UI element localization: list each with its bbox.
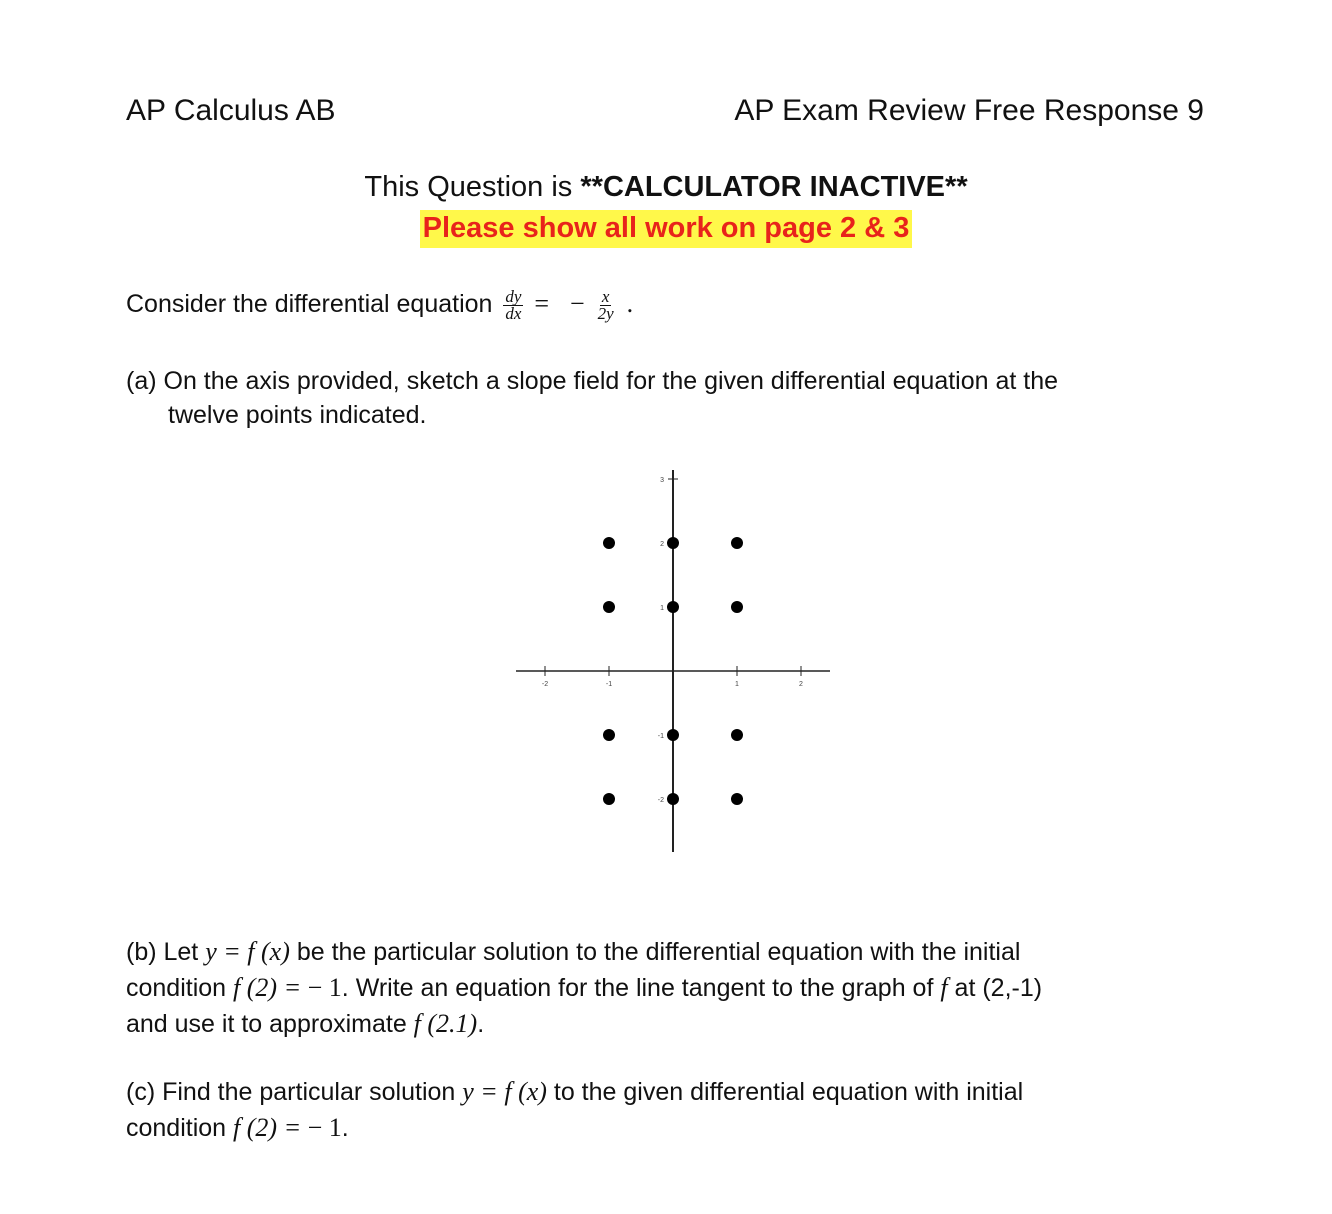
y-tick-label: 3 bbox=[660, 477, 664, 484]
slope-field-point bbox=[731, 601, 743, 613]
slope-field-point bbox=[603, 729, 615, 741]
part-b-line2 bbox=[126, 970, 1226, 1006]
part-b-f: f bbox=[940, 973, 948, 1002]
slope-field-point bbox=[667, 793, 679, 805]
y-tick-label: 2 bbox=[660, 541, 664, 548]
highlighted-instruction: Please show all work on page 2 & 3 bbox=[420, 210, 913, 248]
part-b-question bbox=[126, 934, 1226, 1042]
part-c-question bbox=[126, 1074, 1226, 1146]
part-b-condition: f (2) = bbox=[233, 973, 308, 1002]
slope-field-point bbox=[667, 601, 679, 613]
slope-field-point bbox=[667, 729, 679, 741]
slope-field-axes bbox=[500, 460, 840, 860]
part-b-line1 bbox=[126, 934, 1226, 970]
y-tick-label: -2 bbox=[657, 797, 664, 804]
part-a-question bbox=[126, 364, 1226, 432]
x-tick-label: -2 bbox=[541, 681, 549, 688]
part-b-text1: (b) Let bbox=[126, 938, 206, 966]
part-c-line2 bbox=[126, 1110, 1226, 1146]
x-tick-label: 2 bbox=[799, 681, 803, 688]
x-tick-label: -1 bbox=[605, 681, 613, 688]
slope-field-point bbox=[731, 729, 743, 741]
y-tick-label: 1 bbox=[660, 605, 664, 612]
y-tick-label: -1 bbox=[657, 733, 664, 740]
part-b-text7: . bbox=[477, 1010, 485, 1038]
part-c-condition: f (2) = bbox=[233, 1113, 308, 1142]
intro-text: Consider the differential equation bbox=[126, 290, 493, 318]
rhs-numerator: x bbox=[601, 286, 610, 306]
part-b-line3 bbox=[126, 1006, 1226, 1042]
work-instruction bbox=[0, 210, 1332, 248]
course-title: AP Calculus AB bbox=[126, 94, 336, 127]
part-b-text6: and use it to approximate bbox=[126, 1010, 414, 1038]
part-c-condition-value: − 1 bbox=[307, 1113, 342, 1142]
slope-field-point bbox=[603, 601, 615, 613]
part-b-text2: be the particular solution to the differential equation with the initial bbox=[289, 938, 1021, 966]
part-c-line1 bbox=[126, 1074, 1226, 1110]
equals-sign: = bbox=[534, 289, 550, 318]
part-b-condition-value: − 1 bbox=[307, 973, 342, 1002]
minus-sign: − bbox=[570, 289, 585, 318]
notice-emphasis: **CALCULATOR INACTIVE** bbox=[580, 171, 968, 203]
slope-field-point bbox=[603, 793, 615, 805]
part-b-text4: . Write an equation for the line tangent to the graph of bbox=[341, 974, 941, 1002]
lhs-denominator: dx bbox=[505, 303, 522, 323]
lhs-numerator: dy bbox=[505, 286, 522, 306]
part-b-text3: condition bbox=[126, 974, 234, 1002]
part-b-function: y = f (x) bbox=[205, 937, 290, 966]
part-c-text3: condition bbox=[126, 1114, 234, 1142]
assignment-title: AP Exam Review Free Response 9 bbox=[734, 94, 1204, 127]
part-b-text5: at (2,-1) bbox=[947, 974, 1043, 1002]
intro-period: . bbox=[626, 289, 634, 318]
part-c-function: y = f (x) bbox=[462, 1077, 547, 1106]
slope-field-point bbox=[731, 537, 743, 549]
x-tick-label: 1 bbox=[735, 681, 739, 688]
calculator-notice bbox=[0, 171, 1332, 204]
part-a-line2: twelve points indicated. bbox=[168, 401, 427, 429]
slope-field-point bbox=[667, 537, 679, 549]
dy-dx-fraction bbox=[503, 286, 523, 323]
intro-sentence bbox=[126, 286, 633, 322]
rhs-fraction bbox=[596, 286, 616, 323]
notice-prefix: This Question is bbox=[364, 171, 581, 203]
part-c-text2: to the given differential equation with initial bbox=[546, 1078, 1024, 1106]
slope-field-point bbox=[731, 793, 743, 805]
part-c-text4: . bbox=[341, 1114, 349, 1142]
part-a-line1: (a) On the axis provided, sketch a slope field for the given differential equation at the bbox=[126, 367, 1059, 395]
slope-field-point bbox=[603, 537, 615, 549]
part-b-approx: f (2.1) bbox=[413, 1009, 478, 1038]
rhs-denominator: 2y bbox=[597, 303, 614, 323]
part-c-text1: (c) Find the particular solution bbox=[126, 1078, 463, 1106]
